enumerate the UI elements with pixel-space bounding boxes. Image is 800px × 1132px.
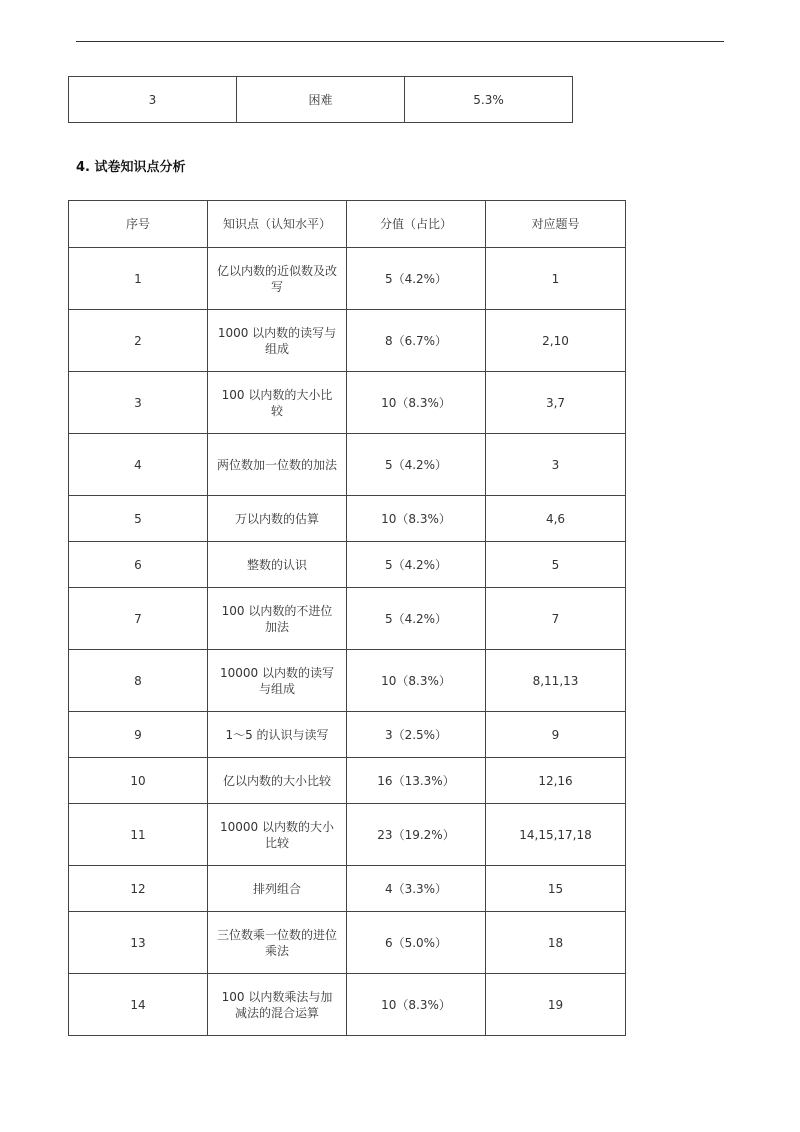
row-index: 4 (69, 434, 208, 496)
table-row (69, 866, 626, 912)
section-heading: 4. 试卷知识点分析 (76, 160, 186, 175)
header-knowledge-point: 知识点（认知水平） (208, 201, 347, 248)
row-index: 5 (69, 496, 208, 542)
table-row (69, 588, 626, 650)
questions: 3 (486, 434, 626, 496)
row-index: 3 (69, 77, 237, 123)
score: 4（3.3%） (347, 866, 486, 912)
row-index: 14 (69, 974, 208, 1036)
row-index: 3 (69, 372, 208, 434)
table-row (69, 974, 626, 1036)
difficulty-table (68, 76, 573, 123)
table-row (69, 434, 626, 496)
table-row (69, 496, 626, 542)
questions: 15 (486, 866, 626, 912)
row-index: 2 (69, 310, 208, 372)
knowledge-point: 100 以内数的大小比较 (208, 372, 347, 434)
knowledge-point: 10000 以内数的读写与组成 (208, 650, 347, 712)
questions: 4,6 (486, 496, 626, 542)
header-index: 序号 (69, 201, 208, 248)
questions: 7 (486, 588, 626, 650)
row-index: 10 (69, 758, 208, 804)
table-row (69, 248, 626, 310)
score: 5（4.2%） (347, 588, 486, 650)
row-index: 7 (69, 588, 208, 650)
row-index: 11 (69, 804, 208, 866)
table-row (69, 912, 626, 974)
questions: 2,10 (486, 310, 626, 372)
score: 10（8.3%） (347, 496, 486, 542)
table-row (69, 542, 626, 588)
table-row (69, 372, 626, 434)
questions: 8,11,13 (486, 650, 626, 712)
score: 8（6.7%） (347, 310, 486, 372)
difficulty-ratio: 5.3% (405, 77, 573, 123)
knowledge-point: 万以内数的估算 (208, 496, 347, 542)
page-top-rule (76, 41, 724, 42)
knowledge-point: 1000 以内数的读写与组成 (208, 310, 347, 372)
questions: 14,15,17,18 (486, 804, 626, 866)
questions: 1 (486, 248, 626, 310)
row-index: 12 (69, 866, 208, 912)
knowledge-point: 三位数乘一位数的进位乘法 (208, 912, 347, 974)
knowledge-point: 整数的认识 (208, 542, 347, 588)
score: 5（4.2%） (347, 542, 486, 588)
score: 5（4.2%） (347, 434, 486, 496)
row-index: 13 (69, 912, 208, 974)
table-row (69, 804, 626, 866)
row-index: 1 (69, 248, 208, 310)
questions: 12,16 (486, 758, 626, 804)
questions: 3,7 (486, 372, 626, 434)
questions: 19 (486, 974, 626, 1036)
score: 10（8.3%） (347, 372, 486, 434)
row-index: 6 (69, 542, 208, 588)
knowledge-point: 两位数加一位数的加法 (208, 434, 347, 496)
knowledge-point: 1～5 的认识与读写 (208, 712, 347, 758)
row-index: 8 (69, 650, 208, 712)
questions: 5 (486, 542, 626, 588)
table-row (69, 650, 626, 712)
score: 16（13.3%） (347, 758, 486, 804)
header-score: 分值（占比） (347, 201, 486, 248)
table-row (69, 758, 626, 804)
knowledge-point: 10000 以内数的大小比较 (208, 804, 347, 866)
difficulty-level: 困难 (237, 77, 405, 123)
knowledge-point: 亿以内数的近似数及改写 (208, 248, 347, 310)
questions: 9 (486, 712, 626, 758)
knowledge-point-table (68, 200, 626, 1036)
header-questions: 对应题号 (486, 201, 626, 248)
table-row (69, 712, 626, 758)
knowledge-point: 亿以内数的大小比较 (208, 758, 347, 804)
row-index: 9 (69, 712, 208, 758)
score: 23（19.2%） (347, 804, 486, 866)
knowledge-point: 100 以内数的不进位加法 (208, 588, 347, 650)
score: 10（8.3%） (347, 650, 486, 712)
knowledge-point: 100 以内数乘法与加减法的混合运算 (208, 974, 347, 1036)
knowledge-point: 排列组合 (208, 866, 347, 912)
table-header-row (69, 201, 626, 248)
score: 5（4.2%） (347, 248, 486, 310)
score: 10（8.3%） (347, 974, 486, 1036)
table-row (69, 310, 626, 372)
score: 3（2.5%） (347, 712, 486, 758)
questions: 18 (486, 912, 626, 974)
score: 6（5.0%） (347, 912, 486, 974)
table-row (69, 77, 573, 123)
